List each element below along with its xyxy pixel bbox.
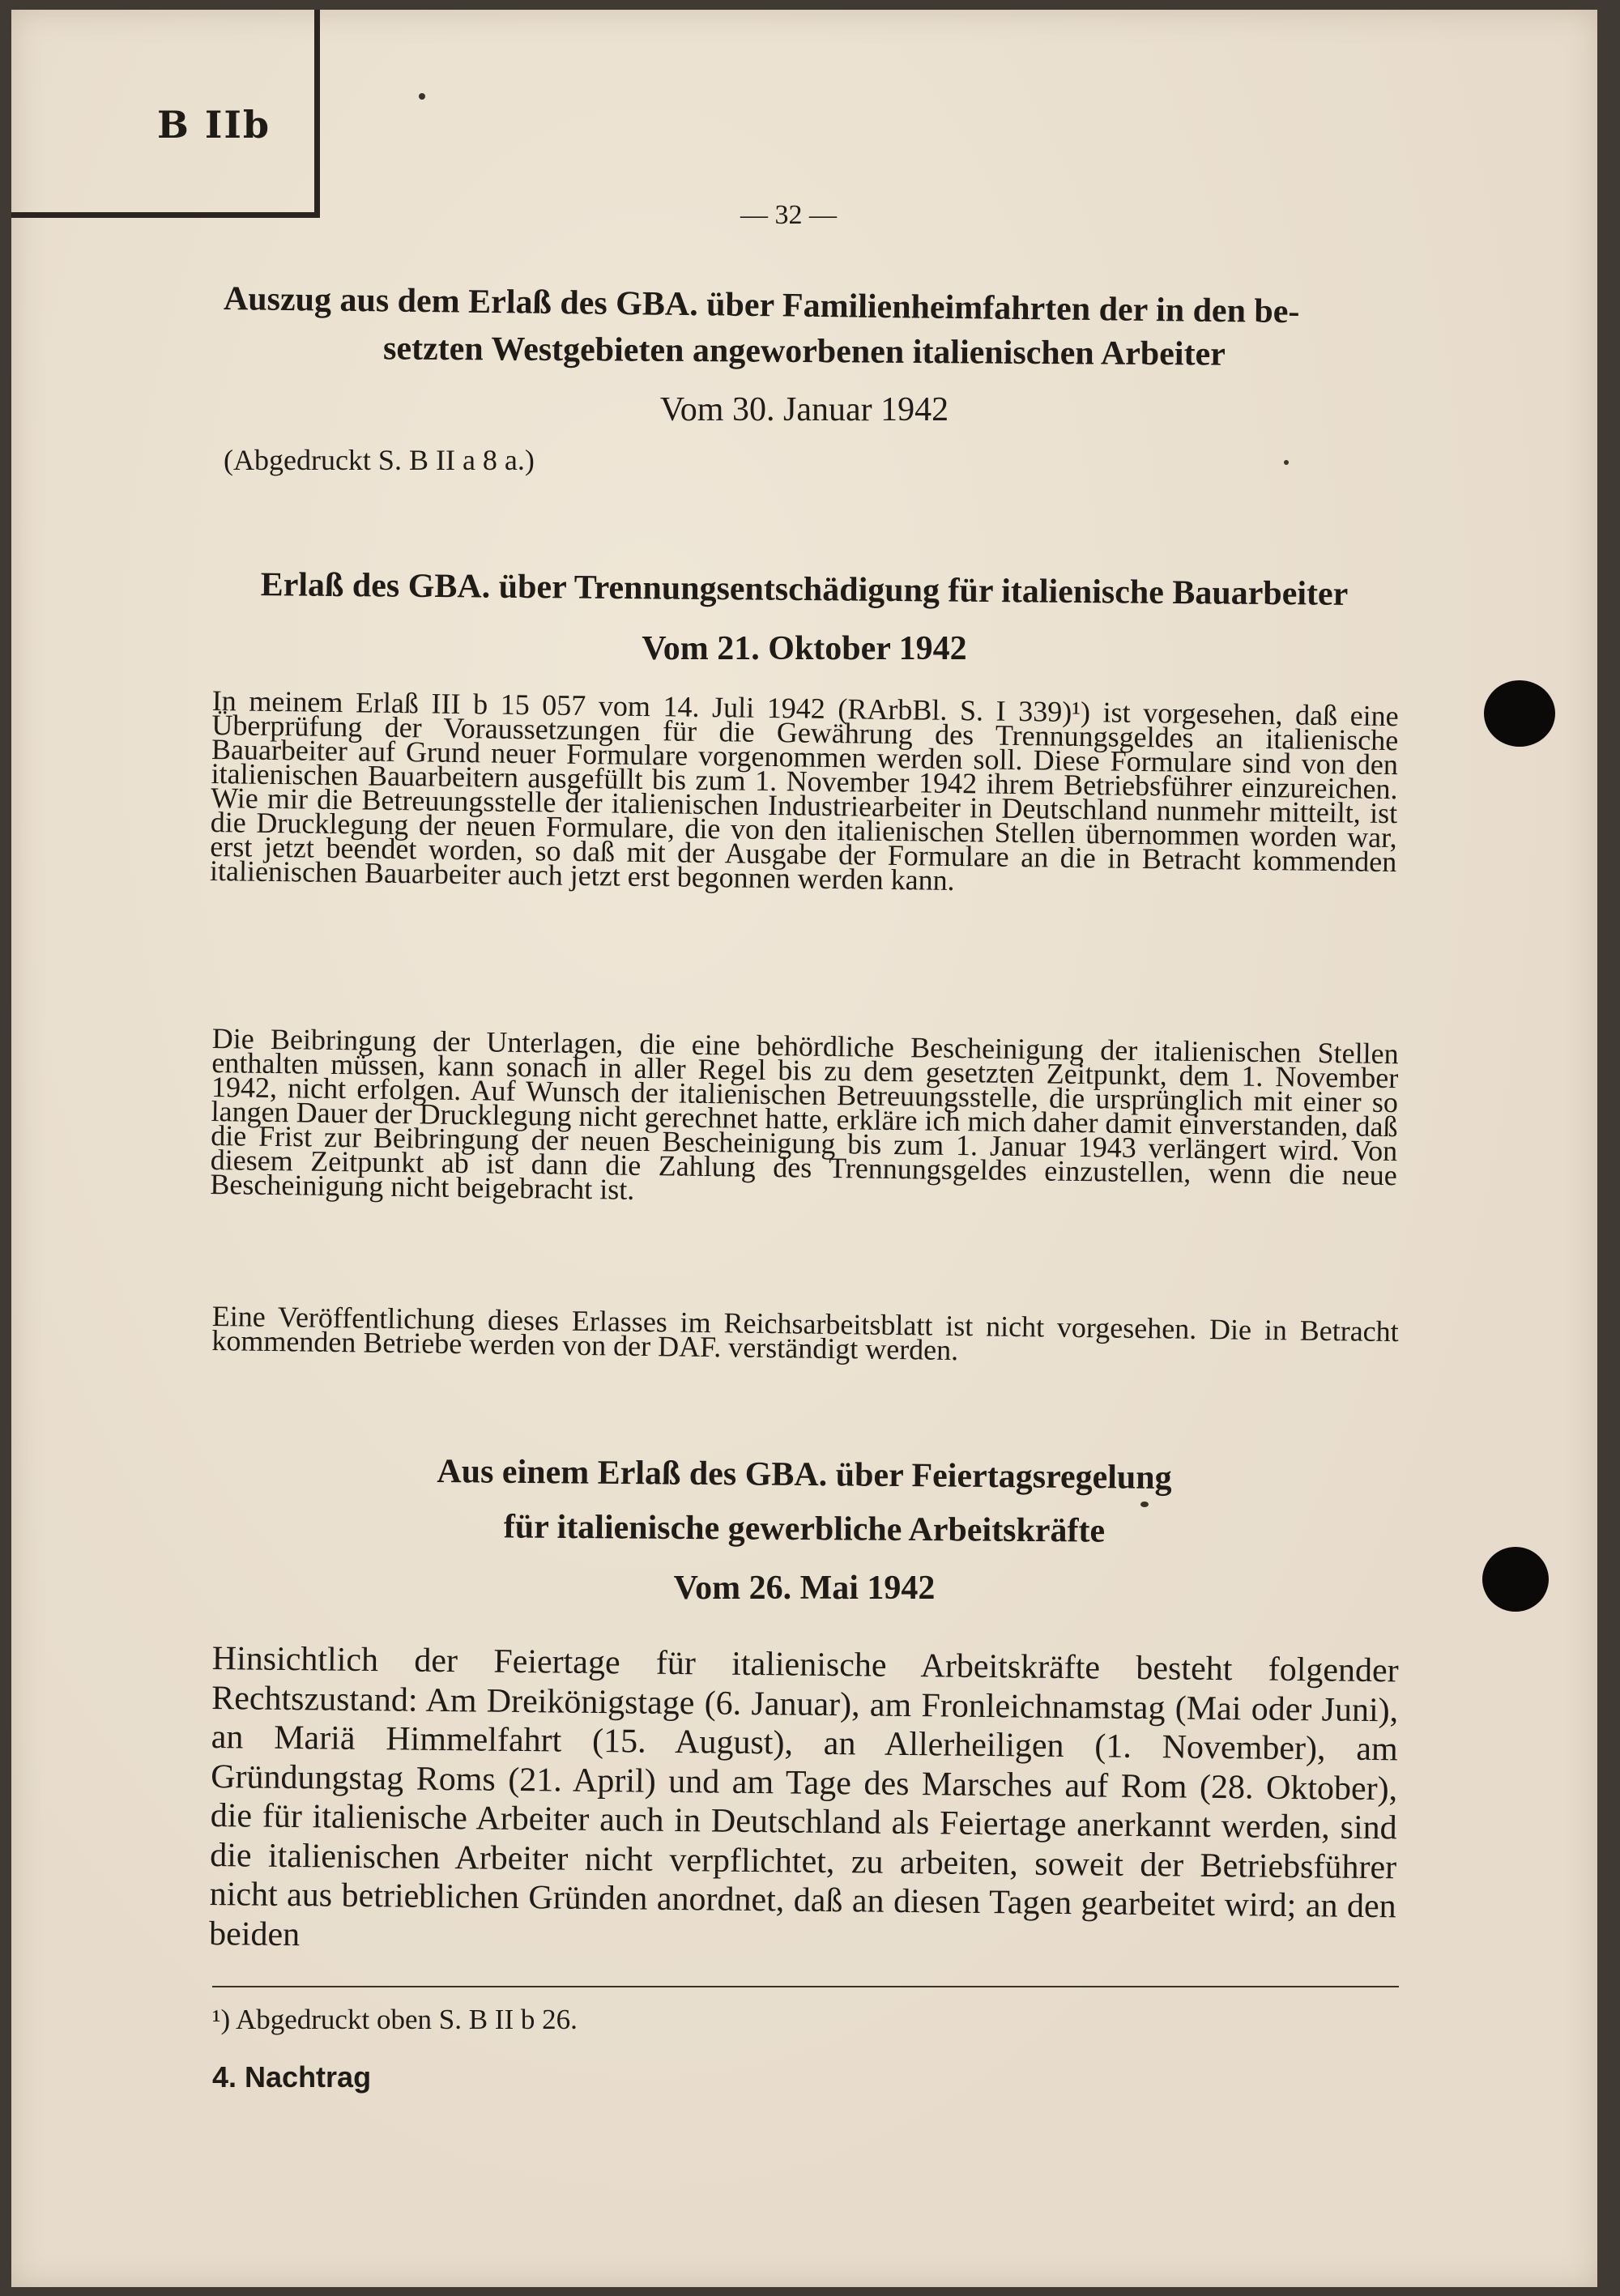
supplement-label: 4. Nachtrag xyxy=(212,2060,372,2094)
section3-heading-line2: für italienische gewerbliche Arbeitskräfte xyxy=(503,1508,1106,1550)
section1-date: Vom 30. Januar 1942 xyxy=(659,391,949,428)
section2-paragraph-2: Die Beibringung der Unterlagen, die eine behördliche Bescheinigung der italienischen Stellen enthalten müssen, kann sonach in aller Regel bis zu dem gesetzten Zeitpunkt, dem 1. November 1942, nicht erfolgen. Auf Wunsch der italienischen Betreuungsstelle, die ursprünglich mit einer so langen Dauer der Drucklegung nicht gerechnet hatte, erkläre ich mich daher damit einverstanden, daß die Frist zur Beibringung der neuen Bescheinigung bis zum 1. Januar 1943 verlängert wird. Von diesem Zeitpunkt ab ist dann die Zahlung des Trennungsgeldes einzustellen, wenn die neue Bescheinigung nicht beigebracht ist. xyxy=(210,1022,1399,1206)
section2-heading: Erlaß des GBA. über Trennungsentschädigung für italienische Bauarbeiter xyxy=(260,566,1349,613)
section1-heading-line1: Auszug aus dem Erlaß des GBA. über Familienheimfahrten der in den be- xyxy=(223,280,1300,331)
section1-heading-line2: setzten Westgebieten angeworbenen italienischen Arbeiter xyxy=(382,330,1226,373)
footnote-divider xyxy=(212,1986,1399,1987)
paper-speck xyxy=(419,93,425,100)
section1-note: (Abgedruckt S. B II a 8 a.) xyxy=(224,444,535,476)
document-page xyxy=(11,10,1597,2287)
paper-speck xyxy=(1140,1502,1149,1507)
page-number: — 32 — xyxy=(740,200,837,230)
section2-paragraph-3: Eine Veröffentlichung dieses Erlasses im Reichsarbeitsblatt ist nicht vorgesehen. Die in Betracht kommenden Betriebe werden von der DAF. verständigt werden. xyxy=(211,1300,1399,1367)
section-stamp-box xyxy=(11,10,320,218)
section-stamp-label: B IIb xyxy=(157,103,271,147)
section2-paragraph-1: In meinem Erlaß III b 15 057 vom 14. Juli 1942 (RArbBl. S. I 339)¹) ist vorgesehen, daß eine Überprüfung der Voraussetzungen für die Gewährung des Trennungsgeldes an italienische Bauarbeiter auf Grund neuer Formulare vorgenommen werden soll. Diese Formulare sind von den italienischen Bauarbeitern ausgefüllt bis zum 1. November 1942 ihrem Betriebsführer einzureichen. Wie mir die Betreuungsstelle der italienischen Industriearbeiter in Deutschland nunmehr mitteilt, ist die Drucklegung der neuen Formulare, die von den italienischen Stellen übernommen worden war, erst jetzt beendet worden, so daß mit der Ausgabe der Formulare an die in Betracht kommenden italienischen Bauarbeiter auch jetzt erst begonnen werden kann. xyxy=(209,684,1399,897)
section2-date: Vom 21. Oktober 1942 xyxy=(642,630,967,667)
footnote: ¹) Abgedruckt oben S. B II b 26. xyxy=(212,2004,578,2035)
section3-date: Vom 26. Mai 1942 xyxy=(673,1570,936,1607)
section3-heading-line1: Aus einem Erlaß des GBA. über Feiertagsregelung xyxy=(437,1453,1172,1497)
punch-hole-bottom xyxy=(1482,1547,1549,1612)
paper-speck xyxy=(1284,460,1289,465)
punch-hole-top xyxy=(1484,680,1555,747)
section3-paragraph-1: Hinsichtlich der Feiertage für italienische Arbeitskräfte besteht folgender Rechtszustand: Am Dreikönigstage (6. Januar), am Fronleichnamstag (Mai oder Juni), an Mariä Himmelfahrt (15. August), an Allerheiligen (1. November), am Gründungstag Roms (21. April) und am Tage des Marsches auf Rom (28. Oktober), die für italienische Arbeiter auch in Deutschland als Feiertage anerkannt werden, sind die italienischen Arbeiter nicht verpflichtet, zu arbeiten, soweit der Betriebsführer nicht aus betrieblichen Gründen anordnet, daß an diesen Tagen gearbeitet wird; an den beiden xyxy=(208,1640,1399,1953)
